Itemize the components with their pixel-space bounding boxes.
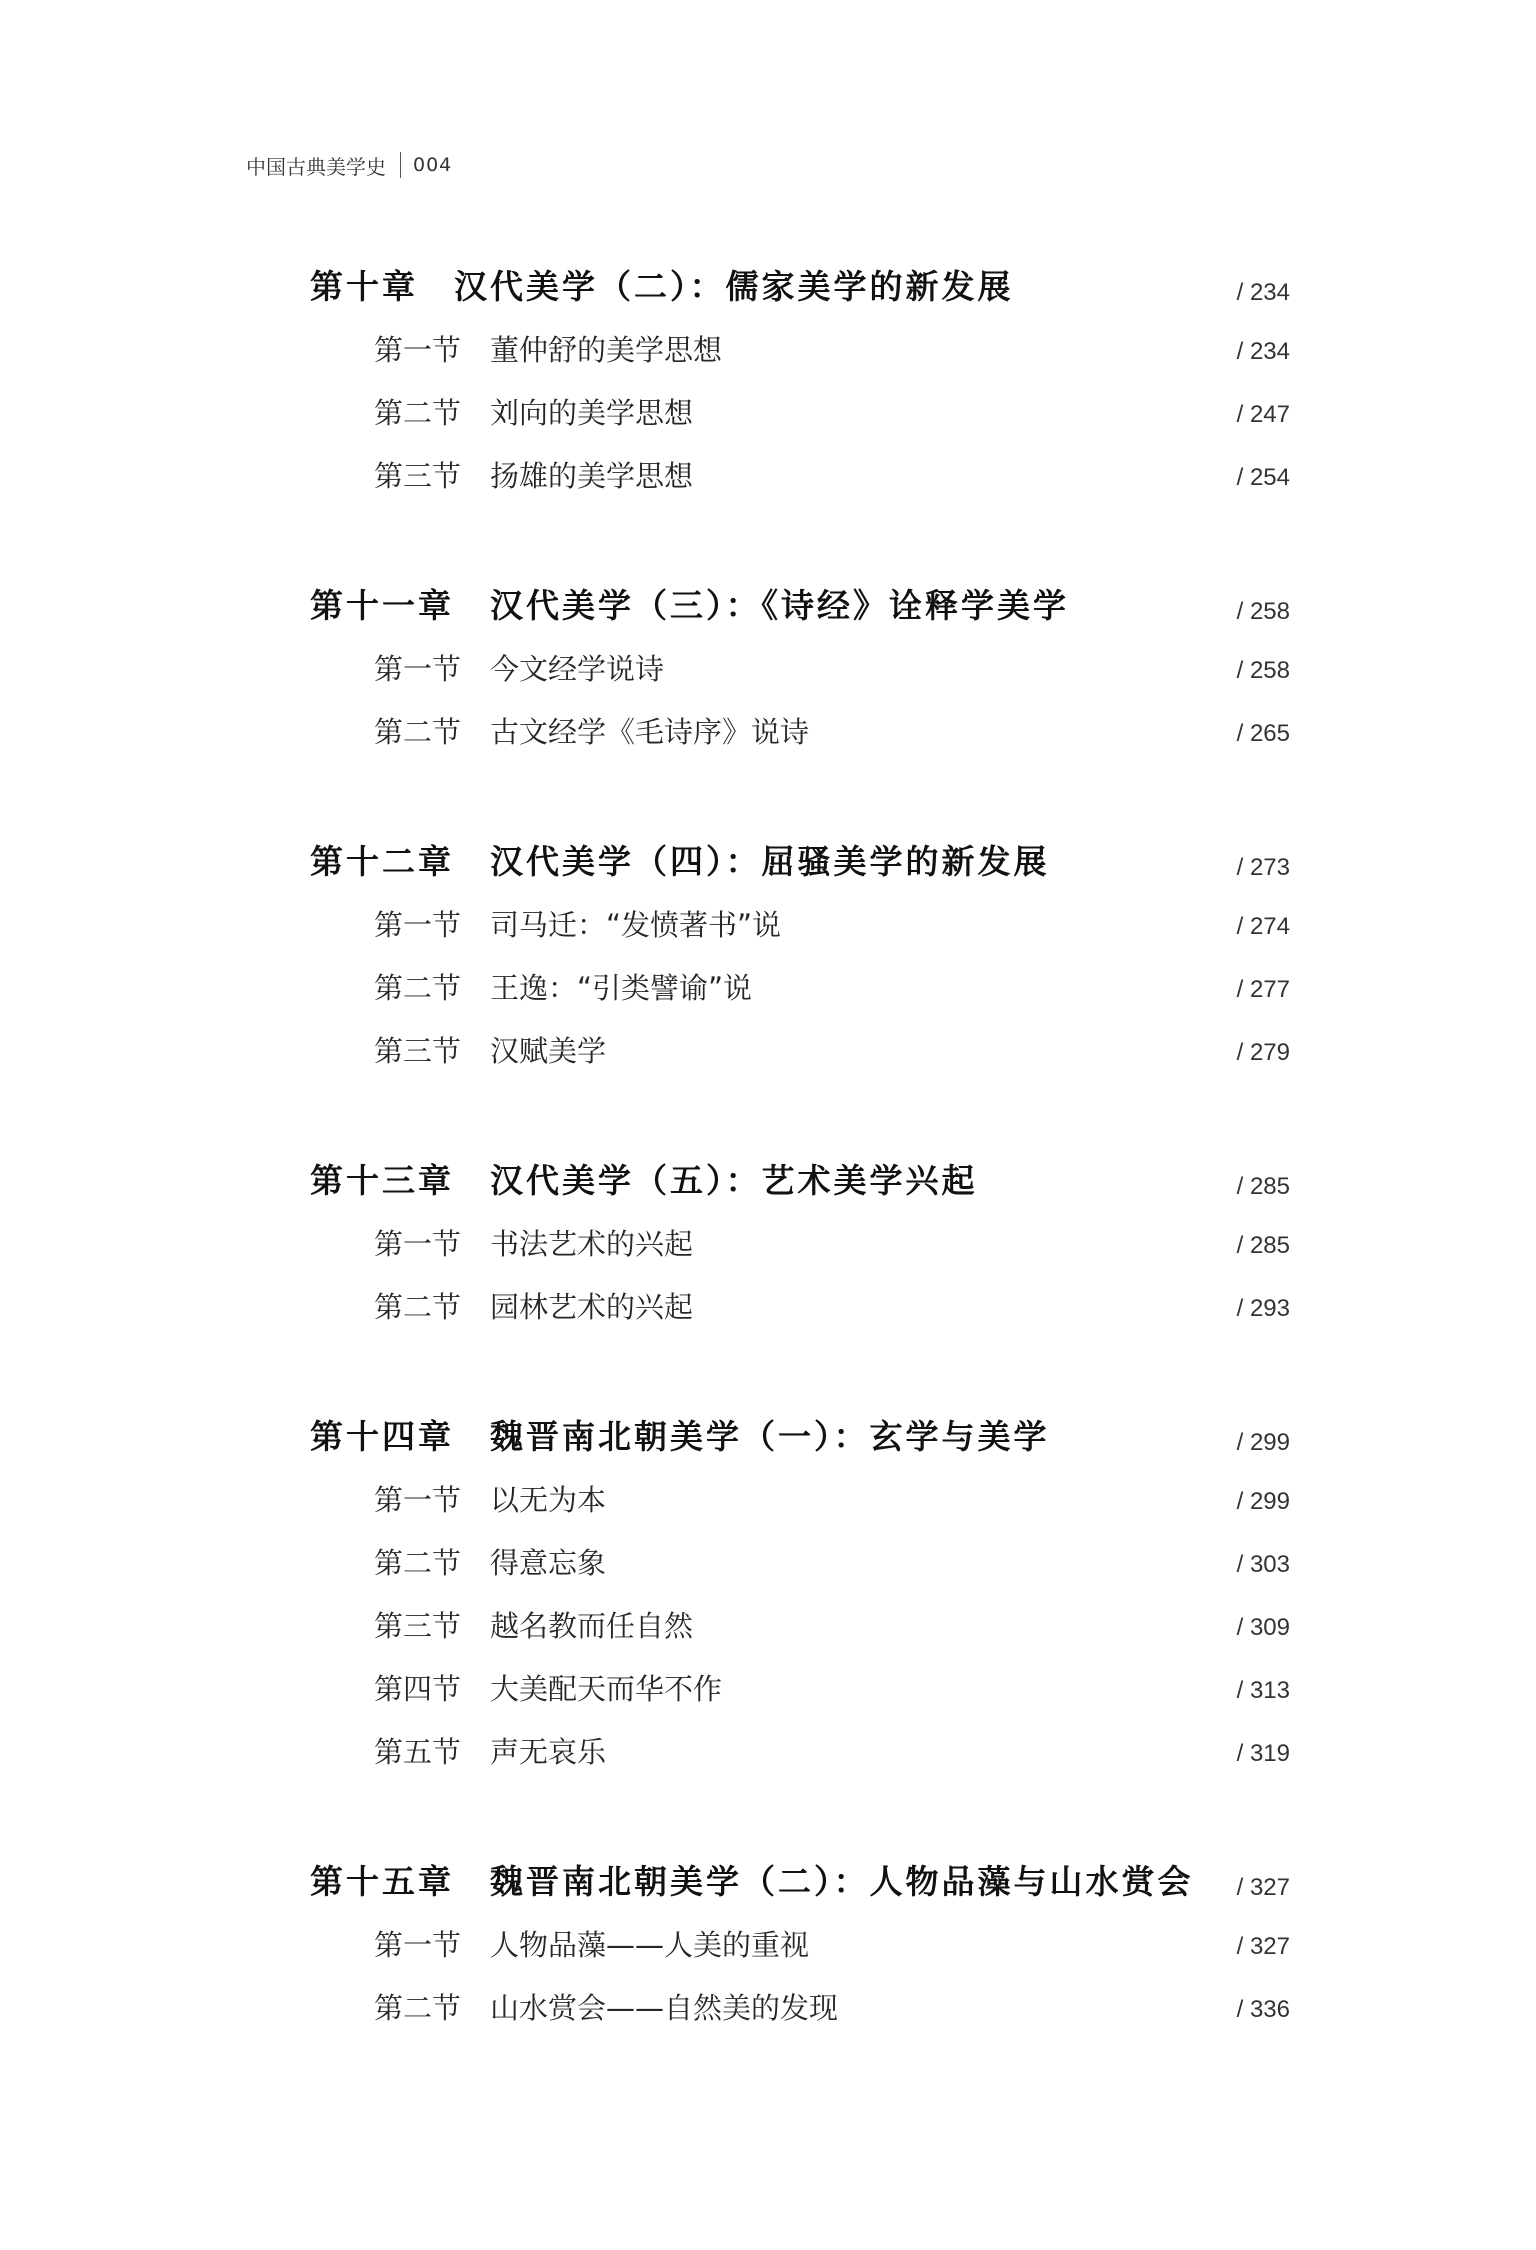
- toc-section-entry: [0, 963, 1536, 1013]
- section-title: 第一节 司马迁：“发愤著书”说: [374, 908, 782, 942]
- page-number: 004: [413, 154, 453, 176]
- running-header: [246, 148, 452, 182]
- page-reference: / 254: [1236, 464, 1290, 491]
- page-reference: / 319: [1236, 1740, 1290, 1767]
- toc-chapter-entry: [0, 262, 1536, 312]
- section-title: 第三节 扬雄的美学思想: [374, 459, 694, 493]
- header-divider: [400, 152, 401, 178]
- toc-section-entry: [0, 1664, 1536, 1714]
- section-title: 第二节 王逸：“引类譬谕”说: [374, 971, 753, 1005]
- page-reference: / 299: [1236, 1429, 1290, 1456]
- chapter-title: 第十四章 魏晋南北朝美学（一）：玄学与美学: [310, 1417, 1050, 1456]
- toc-section-entry: [0, 1920, 1536, 1970]
- page-reference: / 279: [1236, 1039, 1290, 1066]
- toc-section-entry: [0, 325, 1536, 375]
- toc-section-entry: [0, 1538, 1536, 1588]
- page-reference: / 247: [1236, 401, 1290, 428]
- toc-chapter-entry: [0, 837, 1536, 887]
- toc-chapter-entry: [0, 1156, 1536, 1206]
- section-title: 第五节 声无哀乐: [374, 1735, 607, 1769]
- page-reference: / 327: [1236, 1933, 1290, 1960]
- page-reference: / 336: [1236, 1996, 1290, 2023]
- section-title: 第三节 汉赋美学: [374, 1034, 607, 1068]
- toc-section-entry: [0, 451, 1536, 501]
- section-title: 第一节 书法艺术的兴起: [374, 1227, 694, 1261]
- chapter-title: 第十二章 汉代美学（四）：屈骚美学的新发展: [310, 842, 1050, 881]
- page-reference: / 309: [1236, 1614, 1290, 1641]
- page-reference: / 258: [1236, 657, 1290, 684]
- toc-chapter-entry: [0, 581, 1536, 631]
- page-reference: / 234: [1236, 279, 1290, 306]
- page-reference: / 303: [1236, 1551, 1290, 1578]
- toc-section-entry: [0, 1026, 1536, 1076]
- book-title: 中国古典美学史: [246, 154, 386, 179]
- page-reference: / 274: [1236, 913, 1290, 940]
- toc-section-entry: [0, 1282, 1536, 1332]
- chapter-title: 第十章 汉代美学（二）：儒家美学的新发展: [310, 267, 1014, 306]
- toc-section-entry: [0, 707, 1536, 757]
- section-title: 第一节 以无为本: [374, 1483, 607, 1517]
- toc-section-entry: [0, 388, 1536, 438]
- section-title: 第二节 园林艺术的兴起: [374, 1290, 694, 1324]
- page-reference: / 265: [1236, 720, 1290, 747]
- toc-section-entry: [0, 1601, 1536, 1651]
- toc-chapter-entry: [0, 1412, 1536, 1462]
- page-reference: / 258: [1236, 598, 1290, 625]
- page-reference: / 273: [1236, 854, 1290, 881]
- toc-section-entry: [0, 1727, 1536, 1777]
- page-reference: / 277: [1236, 976, 1290, 1003]
- page-reference: / 327: [1236, 1874, 1290, 1901]
- chapter-title: 第十三章 汉代美学（五）：艺术美学兴起: [310, 1161, 978, 1200]
- page-reference: / 299: [1236, 1488, 1290, 1515]
- section-title: 第二节 山水赏会——自然美的发现: [374, 1991, 839, 2025]
- toc-section-entry: [0, 1983, 1536, 2033]
- chapter-title: 第十一章 汉代美学（三）：《诗经》诠释学美学: [310, 586, 1069, 625]
- toc-section-entry: [0, 1219, 1536, 1269]
- section-title: 第二节 古文经学《毛诗序》说诗: [374, 715, 810, 749]
- section-title: 第二节 得意忘象: [374, 1546, 607, 1580]
- page-reference: / 293: [1236, 1295, 1290, 1322]
- page-reference: / 313: [1236, 1677, 1290, 1704]
- page-reference: / 285: [1236, 1173, 1290, 1200]
- toc-section-entry: [0, 644, 1536, 694]
- toc-section-entry: [0, 1475, 1536, 1525]
- toc-section-entry: [0, 900, 1536, 950]
- page-reference: / 234: [1236, 338, 1290, 365]
- section-title: 第一节 今文经学说诗: [374, 652, 665, 686]
- section-title: 第二节 刘向的美学思想: [374, 396, 694, 430]
- section-title: 第一节 董仲舒的美学思想: [374, 333, 723, 367]
- toc-chapter-entry: [0, 1857, 1536, 1907]
- chapter-title: 第十五章 魏晋南北朝美学（二）：人物品藻与山水赏会: [310, 1862, 1194, 1901]
- section-title: 第一节 人物品藻——人美的重视: [374, 1928, 810, 1962]
- section-title: 第三节 越名教而任自然: [374, 1609, 694, 1643]
- section-title: 第四节 大美配天而华不作: [374, 1672, 723, 1706]
- page-reference: / 285: [1236, 1232, 1290, 1259]
